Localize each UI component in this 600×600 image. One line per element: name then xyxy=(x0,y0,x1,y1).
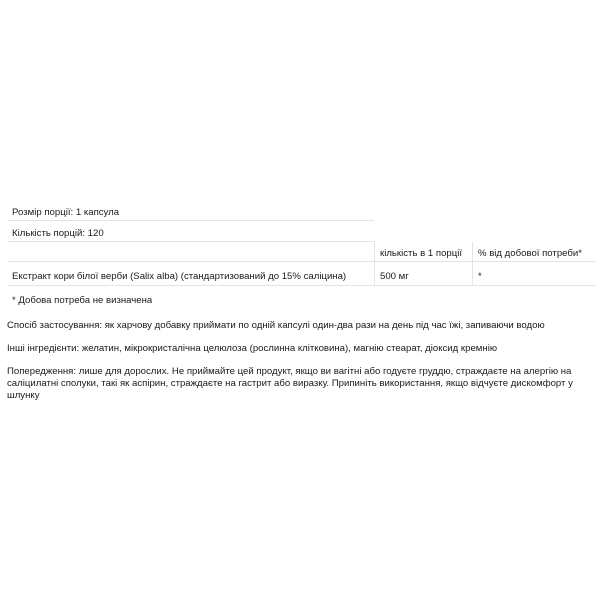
ingredient-name: Екстракт кори білої верби (Salix alba) (стандартизований до 15% саліцина) xyxy=(12,271,347,282)
column-divider xyxy=(374,262,375,285)
table-header-row xyxy=(8,242,596,262)
serving-size: Розмір порції: 1 капсула xyxy=(12,207,120,218)
footnote-row xyxy=(8,286,374,307)
serving-size-row xyxy=(8,200,374,221)
table-row xyxy=(8,262,596,286)
amount-column-header: кількість в 1 порції xyxy=(380,248,463,259)
ingredient-amount: 500 мг xyxy=(380,271,409,282)
column-divider xyxy=(374,242,375,261)
servings-per-container-row xyxy=(8,221,374,242)
daily-value-column-header: % від добової потреби* xyxy=(478,248,582,259)
daily-value-footnote: * Добова потреба не визначена xyxy=(12,295,153,306)
column-divider xyxy=(472,262,473,285)
ingredient-daily-value: * xyxy=(478,271,482,282)
supplement-facts-table xyxy=(8,200,596,307)
servings-per-container: Кількість порцій: 120 xyxy=(12,228,104,239)
column-divider xyxy=(472,242,473,261)
usage-instructions: Спосіб застосування: як харчову добавку приймати по одній капсулі один-два рази на день під час їжі, запиваючи водою xyxy=(7,320,545,331)
other-ingredients: Інші інгредієнти: желатин, мікрокристалічна целюлоза (рослинна клітковина), магнію стеарат, діоксид кремнію xyxy=(7,343,498,354)
warning-text: Попередження: лише для дорослих. Не приймайте цей продукт, якщо ви вагітні або годуєте груддю, страждаєте на алергію на саліцилатні сполуки, такі як аспірин, страждаєте на гастрит або виразку. Припиніть використання, якщо відчуєте дискомфорт у шлунку xyxy=(7,366,573,401)
